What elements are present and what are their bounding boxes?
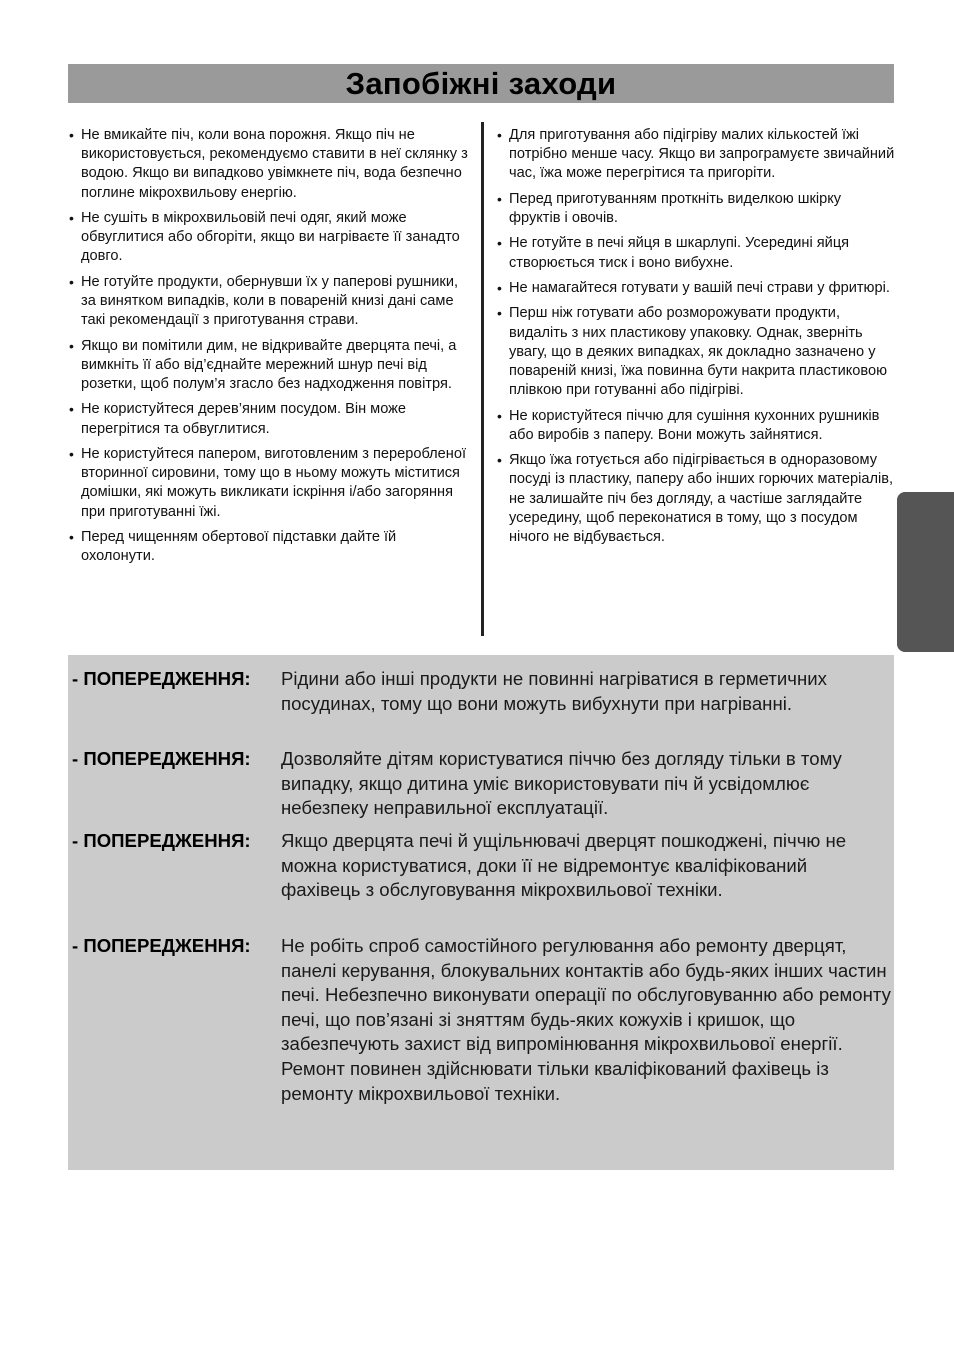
warning-text: Дозволяйте дітям користуватися піччю без догляду тільки в тому випадку, якщо дитина уміє використовувати піч й усвідомлює небезпеку неправильної експлуатації. <box>281 748 842 819</box>
list-item-text: Не намагайтеся готувати у вашій печі страви у фритюрі. <box>509 279 890 296</box>
warning-text: Якщо дверцята печі й ущільнювачі дверцят пошкоджені, піччю не можна користуватися, доки її не відремонтує кваліфікований фахівець з обслуговування мікрохвильової техніки. <box>281 830 847 901</box>
title-bar <box>68 64 894 103</box>
warning-label: - ПОПЕРЕДЖЕННЯ: <box>72 668 251 689</box>
bullet-icon: • <box>497 305 502 322</box>
warning-item <box>72 747 891 821</box>
warning-item <box>72 667 891 716</box>
list-item <box>68 126 472 203</box>
list-item-text: Не вмикайте піч, коли вона порожня. Якщо піч не використовується, рекомендуємо ставити в неї склянку з водою. Якщо ви випадково увімкнете піч, вода безпечно поглине мікрохвильову енергію. <box>81 127 468 201</box>
bullet-icon: • <box>497 190 502 207</box>
list-item <box>496 234 896 272</box>
section-side-tab <box>897 492 954 652</box>
list-item <box>496 126 896 184</box>
warning-item <box>72 829 891 903</box>
bullet-icon: • <box>69 337 74 354</box>
list-item-text: Якщо їжа готується або підігрівається в одноразовому посуді із пластику, паперу або інших горючих матеріалів, не залишайте піч без догляду, а частіше заглядайте усередину, щоб переконатися в тому, що з посудом нічого не відбувається. <box>509 452 894 545</box>
list-item <box>68 273 472 331</box>
list-item <box>496 279 896 298</box>
list-item-text: Не користуйтеся папером, виготовленим з переробленої вторинної сировини, тому що в ньому можуть міститися домішки, які можуть викликати іскріння і/або загоряння при приготуванні їжі. <box>81 445 467 520</box>
list-item <box>68 400 472 438</box>
warning-label: - ПОПЕРЕДЖЕННЯ: <box>72 830 251 851</box>
list-item <box>496 304 896 400</box>
list-item <box>68 337 472 395</box>
list-item <box>496 407 896 445</box>
list-item-text: Якщо ви помітили дим, не відкривайте дверцята печі, а вимкніть її або від’єднайте мережний шнур печі від розетки, щоб полум’я згасло без надходження повітря. <box>81 337 457 392</box>
list-item-text: Не сушіть в мікрохвильовій печі одяг, який може обвуглитися або обгоріти, якщо ви нагріваєте її занадто довго. <box>81 210 460 265</box>
list-item-text: Перед приготуванням проткніть виделкою шкірку фруктів і овочів. <box>509 190 842 226</box>
warning-item <box>72 934 891 1106</box>
warning-label: - ПОПЕРЕДЖЕННЯ: <box>72 935 251 956</box>
bullet-icon: • <box>69 401 74 418</box>
bullet-icon: • <box>69 210 74 226</box>
list-item-text: Не користуйтеся піччю для сушіння кухонних рушників або виробів з паперу. Вони можуть зайнятися. <box>509 407 880 443</box>
list-item <box>68 209 472 267</box>
bullet-icon: • <box>69 528 74 545</box>
bullet-icon: • <box>497 127 502 143</box>
bullet-icon: • <box>69 273 74 290</box>
list-item <box>68 445 472 522</box>
column-divider <box>481 122 484 636</box>
list-item-text: Не готуйте продукти, обернувши їх у паперові рушники, за винятком випадків, коли в повареній книзі дані саме такі рекомендації з приготування страви. <box>81 273 459 329</box>
page-title: Запобіжні заходи <box>345 65 617 101</box>
list-item <box>68 528 472 566</box>
list-item <box>496 451 896 547</box>
list-item-text: Не користуйтеся дерев’яним посудом. Він може перегрітися та обвуглитися. <box>81 401 407 437</box>
list-item-text: Для приготування або підігріву малих кількостей їжі потрібно менше часу. Якщо ви запрограмуєте звичайний час, їжа може перегрітися та пригоріти. <box>509 127 895 182</box>
list-item-text: Перед чищенням обертової підставки дайте їй охолонути. <box>81 528 397 565</box>
list-item <box>496 190 896 228</box>
bullet-icon: • <box>497 279 502 296</box>
bullet-icon: • <box>497 407 502 424</box>
warning-text: Не робіть спроб самостійного регулювання або ремонту дверцят, панелі керування, блокувальних контактів або будь-яких інших частин печі. Небезпечно виконувати операції по обслуговуванню або ремонту печі, що пов’язані зі зняттям будь-яких кожухів і кришок, що забезпечують захист від випромінювання мікрохвильової енергії. Ремонт повинен здійснювати тільки кваліфікований фахівець із ремонту мікрохвильової техніки. <box>281 935 891 1104</box>
right-column <box>496 126 896 553</box>
bullet-icon: • <box>69 127 74 143</box>
list-item-text: Перш ніж готувати або розморожувати продукти, видаліть з них пластикову упаковку. Однак, зверніть увагу, що в деяких випадках, як докладно зазначено у поваренiй книзі, їжа повинна бути накрита пластиковою плівкою при готуванні або підігріві. <box>509 305 888 399</box>
warning-label: - ПОПЕРЕДЖЕННЯ: <box>72 748 251 769</box>
warning-box <box>68 655 894 1170</box>
bullet-icon: • <box>497 235 502 252</box>
bullet-icon: • <box>497 452 502 469</box>
bullet-icon: • <box>69 445 74 462</box>
list-item-text: Не готуйте в печі яйця в шкарлупі. Усередині яйця створюється тиск і воно вибухне. <box>509 235 850 271</box>
warning-text: Рідини або інші продукти не повинні нагріватися в герметичних посудинах, тому що вони можуть вибухнути при нагріванні. <box>281 668 827 714</box>
left-column <box>68 126 472 573</box>
